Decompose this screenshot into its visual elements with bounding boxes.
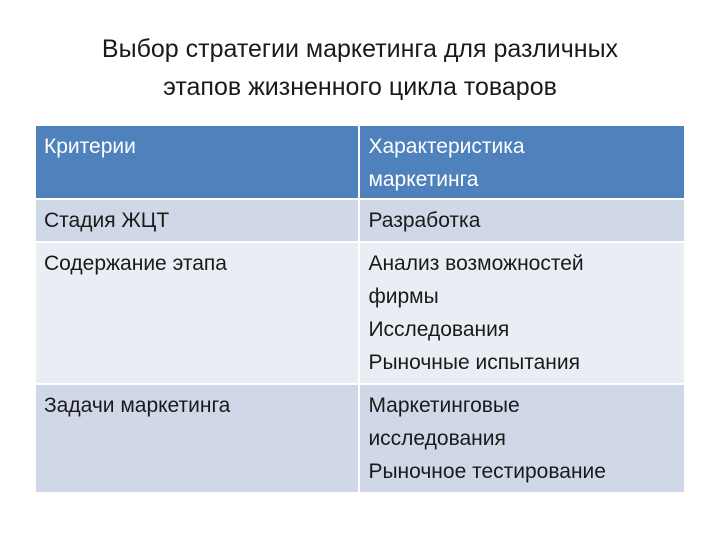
criterion-label: Стадия ЖЦТ: [44, 209, 170, 232]
criterion-label: Содержание этапа: [44, 252, 227, 275]
characteristic-line: фирмы: [368, 285, 439, 308]
characteristic-line: Маркетинговые: [368, 394, 520, 417]
table-row: [36, 242, 684, 384]
header-label-characteristic-line-1: Характеристика: [368, 135, 525, 158]
criterion-label: Задачи маркетинга: [44, 394, 231, 417]
characteristic-line: Рыночное тестирование: [368, 460, 606, 483]
header-cell-criteria: [36, 126, 359, 199]
table-row: [36, 199, 684, 242]
slide-title-line-2: этапов жизненного цикла товаров: [163, 73, 557, 101]
criterion-cell: [36, 384, 359, 492]
header-label-characteristic-line-2: маркетинга: [368, 168, 479, 191]
table-row: [36, 384, 684, 492]
slide-title-line-1: Выбор стратегии маркетинга для различных: [101, 35, 619, 63]
characteristic-line: Анализ возможностей: [368, 252, 584, 275]
criterion-cell: [36, 199, 359, 242]
characteristic-line: исследования: [368, 427, 506, 450]
characteristic-cell: [359, 384, 684, 492]
characteristic-cell: [359, 199, 684, 242]
characteristic-line: Разработка: [368, 209, 481, 232]
characteristic-line: Рыночные испытания: [368, 351, 580, 374]
marketing-strategy-table: [36, 126, 684, 492]
table-header-row: [36, 126, 684, 199]
header-cell-characteristic: [359, 126, 684, 199]
characteristic-cell: [359, 242, 684, 384]
criterion-cell: [36, 242, 359, 384]
characteristic-line: Исследования: [368, 318, 510, 341]
slide-title: [40, 30, 680, 106]
header-label-criteria: Критерии: [44, 135, 136, 158]
